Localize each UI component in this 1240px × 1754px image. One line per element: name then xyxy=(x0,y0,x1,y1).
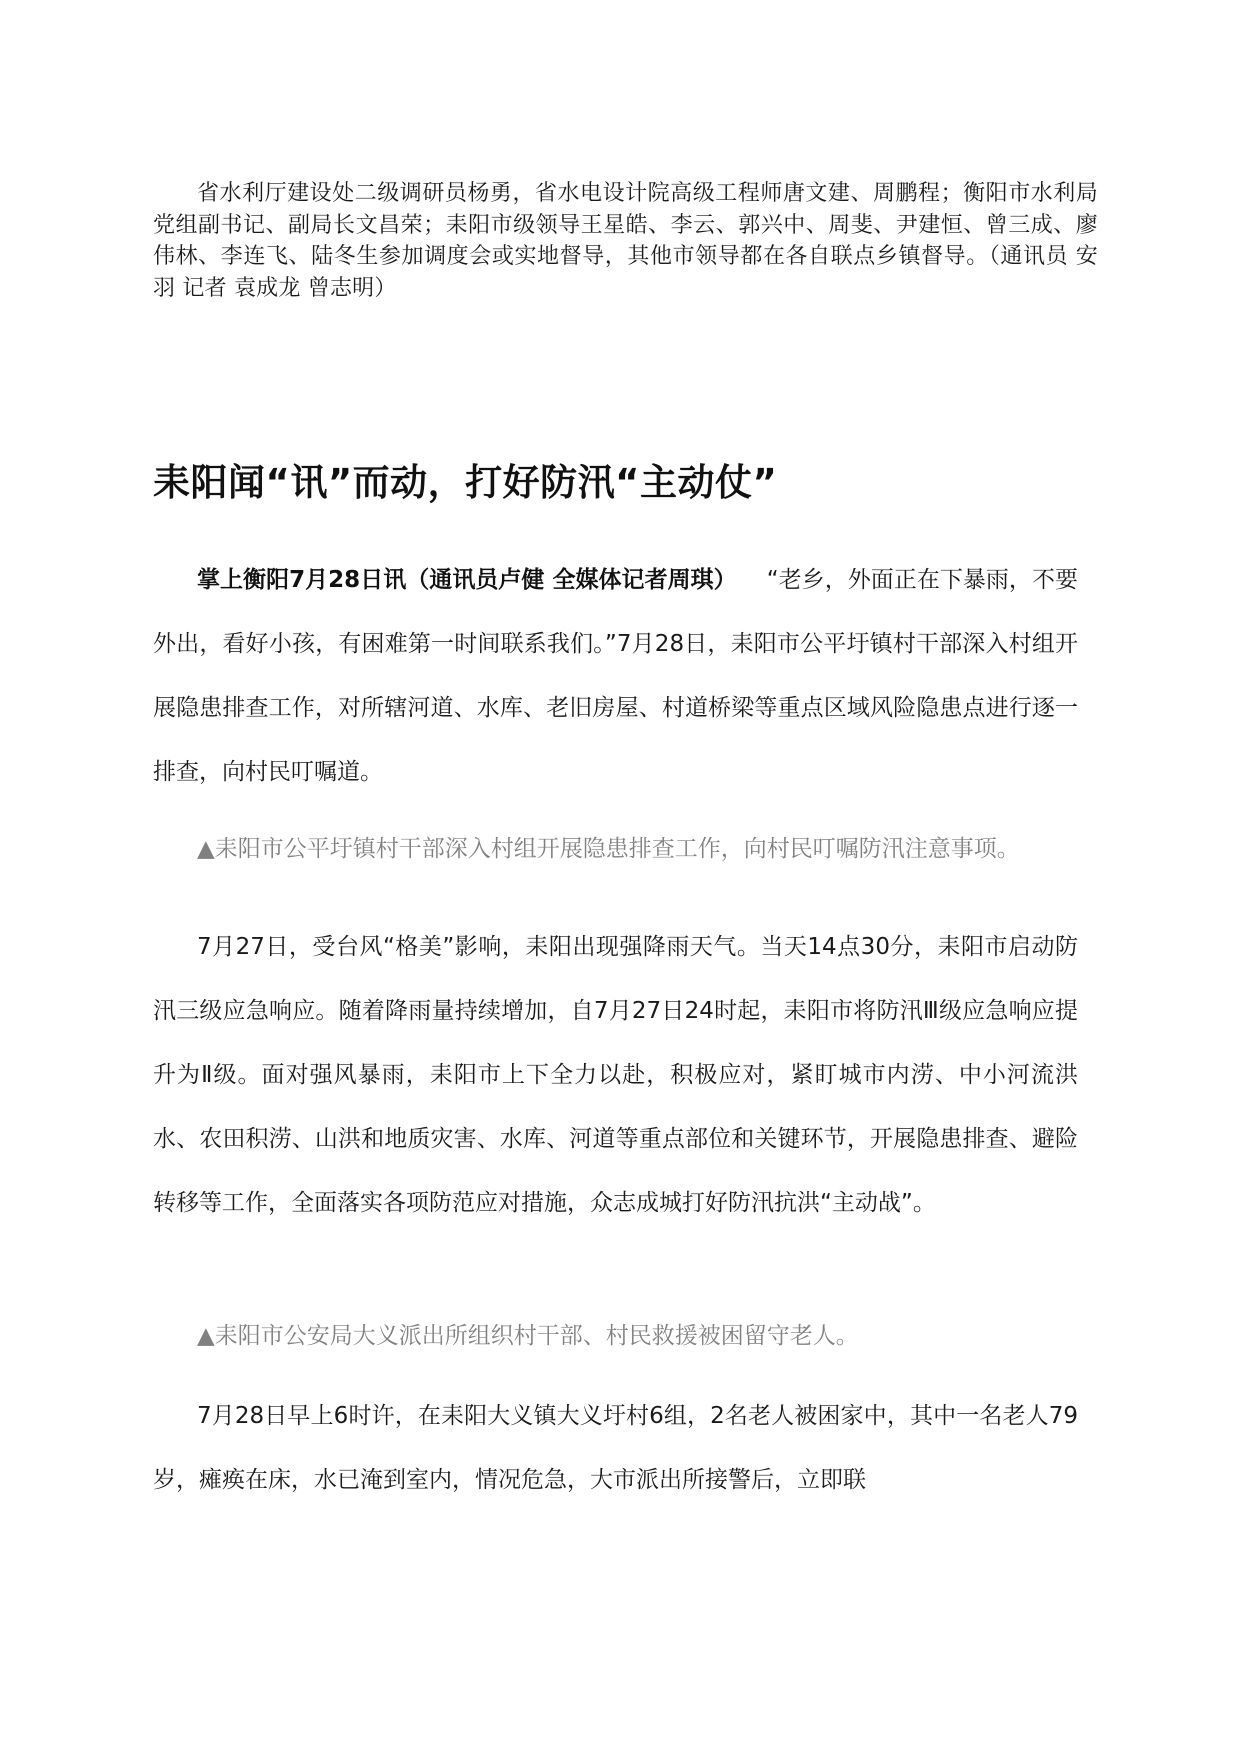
article-dateline: 掌上衡阳7月28日讯（通讯员卢健 全媒体记者周琪） xyxy=(197,567,737,593)
article-paragraph-1 xyxy=(153,548,1078,804)
photo-caption-1: ▲耒阳市公平圩镇村干部深入村组开展隐患排查工作，向村民叮嘱防汛注意事项。 xyxy=(197,836,1020,862)
article-paragraph-2: 7月27日，受台风“格美”影响，耒阳出现强降雨天气。当天14点30分，耒阳市启动防汛三级应急响应。随着降雨量持续增加，自7月27日24时起，耒阳市将防汛Ⅲ级应急响应提升为Ⅱ级。面对强风暴雨，耒阳市上下全力以赴，积极应对，紧盯城市内涝、中小河流洪水、农田积涝、山洪和地质灾害、水库、河道等重点部位和关键环节，开展隐患排查、避险转移等工作，全面落实各项防范应对措施，众志成城打好防汛抗洪“主动战”。 xyxy=(153,934,1078,1216)
article-paragraph-1-text: “老乡，外面正在下暴雨，不要外出，看好小孩，有困难第一时间联系我们。”7月28日，耒阳市公平圩镇村干部深入村组开展隐患排查工作，对所辖河道、水库、老旧房屋、村道桥梁等重点区域风险隐患点进行逐一排查，向村民叮嘱道。 xyxy=(153,567,1078,785)
photo-caption-2: ▲耒阳市公安局大义派出所组织村干部、村民救援被困留守老人。 xyxy=(197,1323,859,1349)
article-headline: 耒阳闻“讯”而动，打好防汛“主动仗” xyxy=(153,461,778,504)
article-paragraph-3: 7月28日早上6时许，在耒阳大义镇大义圩村6组，2名老人被困家中，其中一名老人79岁，瘫痪在床，水已淹到室内，情况危急，大市派出所接警后，立即联 xyxy=(153,1403,1078,1493)
intro-paragraph: 省水利厅建设处二级调研员杨勇，省水电设计院高级工程师唐文建、周鹏程；衡阳市水利局党组副书记、副局长文昌荣；耒阳市级领导王星皓、李云、郭兴中、周斐、尹建恒、曾三成、廖伟林、李连飞、陆冬生参加调度会或实地督导，其他市领导都在各自联点乡镇督导。（通讯员 安羽 记者 袁成龙 曾志明） xyxy=(153,181,1098,301)
